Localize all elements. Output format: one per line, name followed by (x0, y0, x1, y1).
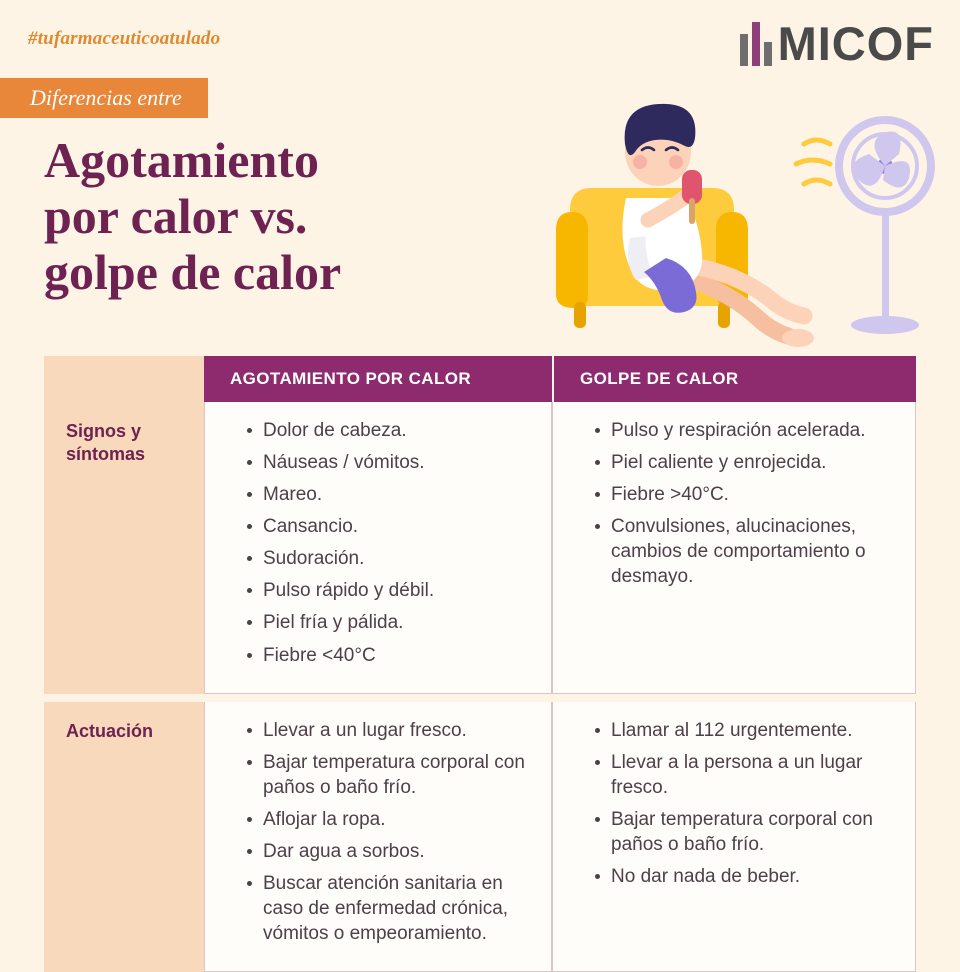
title-line-3: golpe de calor (44, 244, 342, 300)
list-item: Convulsiones, alucinaciones, cambios de comportamiento o desmayo. (595, 514, 897, 589)
logo-mark-icon (740, 22, 774, 66)
table-header-empty-cell (44, 356, 204, 402)
table-row (44, 402, 916, 694)
row-actuacion-agotamiento (204, 702, 552, 972)
list-item: Piel fría y pálida. (247, 610, 533, 635)
list-item: Náuseas / vómitos. (247, 450, 533, 475)
list-item: Llamar al 112 urgentemente. (595, 718, 897, 743)
table-header-golpe: GOLPE DE CALOR (552, 356, 916, 402)
row-divider (44, 694, 916, 702)
list-item: Llevar a la persona a un lugar fresco. (595, 750, 897, 800)
subtitle-ribbon (0, 78, 208, 118)
list-item: Pulso y respiración acelerada. (595, 418, 897, 443)
list-item: Dolor de cabeza. (247, 418, 533, 443)
row-label-signos: Signos y síntomas (44, 402, 204, 694)
list-item: Aflojar la ropa. (247, 807, 533, 832)
table-header-row (44, 356, 916, 402)
illustration-person-with-fan (530, 80, 950, 370)
list-item: Buscar atención sanitaria en caso de enfermedad crónica, vómitos o empeoramiento. (247, 871, 533, 946)
micof-logo (740, 16, 934, 71)
list-item: Sudoración. (247, 546, 533, 571)
hashtag-text: #tufarmaceuticoatulado (28, 28, 221, 49)
list-item: Fiebre <40°C (247, 643, 533, 668)
row-label-actuacion: Actuación (44, 702, 204, 972)
list-item: Bajar temperatura corporal con paños o baño frío. (595, 807, 897, 857)
list-item: Cansancio. (247, 514, 533, 539)
title-line-1: Agotamiento (44, 132, 319, 188)
list-item: No dar nada de beber. (595, 864, 897, 889)
subtitle-text: Diferencias entre (30, 85, 182, 110)
title-line-2: por calor vs. (44, 188, 308, 244)
list-item: Llevar a un lugar fresco. (247, 718, 533, 743)
list-item: Fiebre >40°C. (595, 482, 897, 507)
logo-wordmark: MICOF (777, 17, 934, 70)
row-actuacion-golpe (552, 702, 916, 972)
row-signos-golpe (552, 402, 916, 694)
comparison-table (44, 356, 916, 972)
row-signos-agotamiento (204, 402, 552, 694)
list-item: Piel caliente y enrojecida. (595, 450, 897, 475)
table-row (44, 702, 916, 972)
table-header-agotamiento: AGOTAMIENTO POR CALOR (204, 356, 552, 402)
list-item: Mareo. (247, 482, 533, 507)
list-item: Bajar temperatura corporal con paños o baño frío. (247, 750, 533, 800)
list-item: Dar agua a sorbos. (247, 839, 533, 864)
list-item: Pulso rápido y débil. (247, 578, 533, 603)
page-title (44, 132, 564, 300)
